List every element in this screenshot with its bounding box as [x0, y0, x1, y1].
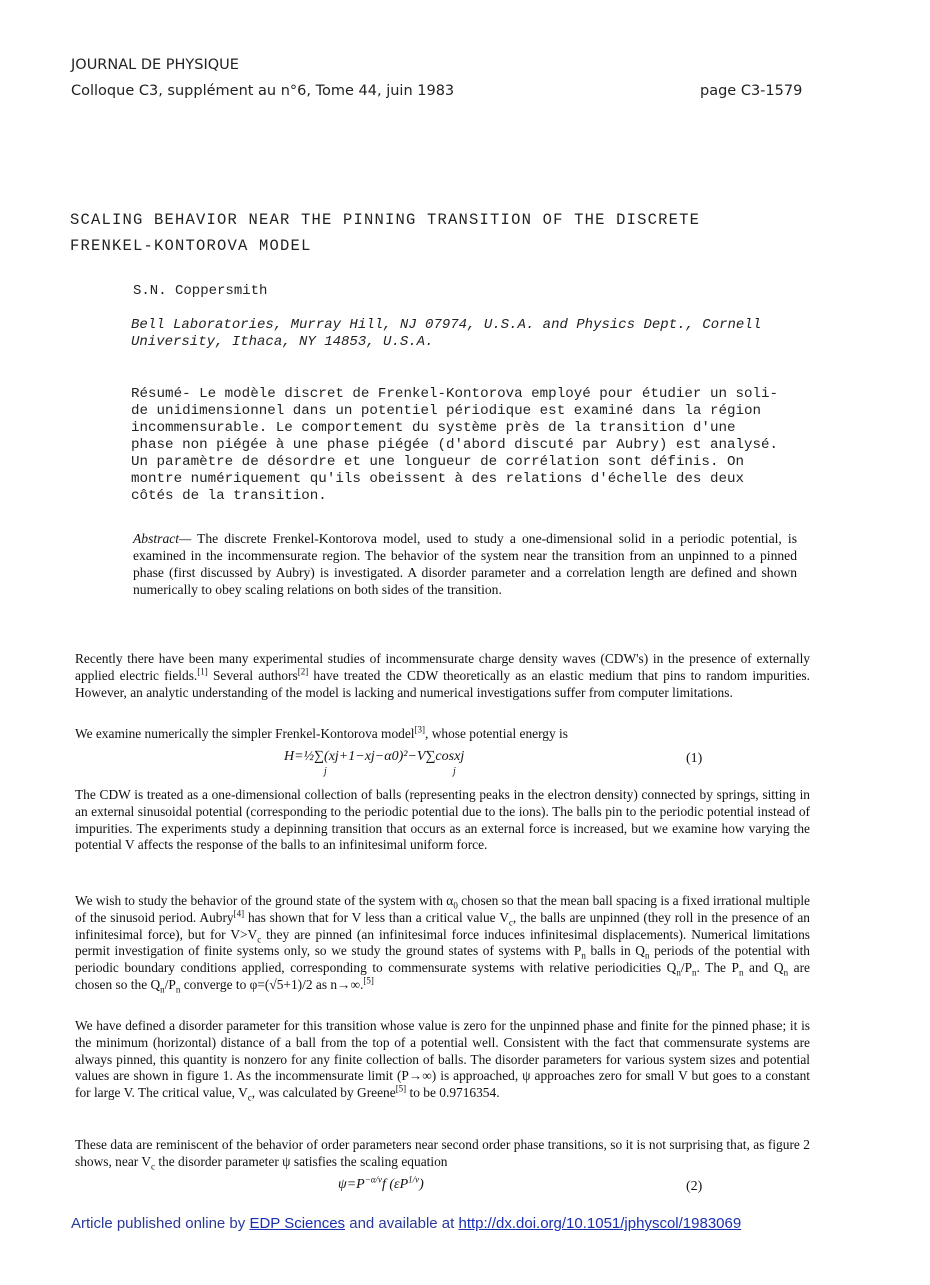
subscript: c — [151, 1161, 155, 1172]
subscript: n — [676, 967, 681, 978]
colloque-line: Colloque C3, supplément au n°6, Tome 44, juin 1983 — [71, 83, 455, 99]
equation-2-number: (2) — [686, 1179, 703, 1194]
subscript: c — [508, 917, 513, 928]
title-line-1: SCALING BEHAVIOR NEAR THE PINNING TRANSITION OF THE DISCRETE — [70, 211, 701, 229]
subscript: n — [160, 984, 165, 995]
affiliation-line-1: Bell Laboratories, Murray Hill, NJ 07974, U.S.A. and Physics Dept., Cornell — [131, 317, 762, 333]
subscript: n — [175, 984, 181, 995]
sum-index: j — [324, 766, 327, 777]
text: chosen so that the mean ball spacing is a fixed irrational multiple of the sinusoid period. Aubry — [75, 893, 810, 925]
resume-line: Un paramètre de désordre et une longueur de corrélation sont définis. On — [131, 454, 744, 470]
subscript: n — [644, 951, 650, 962]
resume-line: phase non piégée à une phase piégée (d'abord discuté par Aubry) est analysé. — [131, 437, 779, 453]
subscript: c — [257, 934, 262, 945]
abstract-label: Abstract— — [133, 531, 192, 546]
body-paragraph-6 — [75, 1137, 810, 1171]
publication-footer — [71, 1215, 741, 1232]
text: /P — [164, 976, 176, 992]
equation-1-number: (1) — [686, 751, 703, 766]
author-name: S.N. Coppersmith — [133, 283, 268, 299]
resume-line: montre numériquement qu'ils obeissent à des relations d'échelle des deux — [131, 471, 744, 487]
equation-2: $\psi=P^{-\alpha/\nu}f$ $(\varepsilon P^{1/\nu})$ — [338, 1174, 424, 1192]
doi-link[interactable]: http://dx.doi.org/10.1051/jphyscol/1983069 — [458, 1215, 742, 1232]
footer-text: Article published online by — [71, 1215, 250, 1232]
resume-line: incommensurable. Le comportement du système près de la transition d'une — [131, 420, 736, 436]
subscript: c — [247, 1092, 252, 1103]
body-paragraph-1 — [75, 651, 810, 701]
ref-3: [3] — [414, 724, 426, 735]
affiliation-line-2: University, Ithaca, NY 14853, U.S.A. — [131, 334, 434, 350]
subscript: 0 — [453, 900, 458, 911]
text: Recently there have been many experimental studies of incommensurate charge density waves (CDW's) in the presence of externally applied electric fields. — [75, 651, 810, 683]
text: , whose potential energy is — [425, 726, 568, 741]
body-paragraph-4 — [75, 893, 810, 994]
text: are chosen so the Q — [75, 960, 810, 992]
text: /P — [680, 960, 693, 976]
text: they are pinned (an infinitesimal force induces infinitesimal displacements). Numerical limitations permit investigation of finite systems only, so we study the ground states of systems with P — [75, 926, 810, 959]
text: . The P — [696, 960, 739, 976]
abstract-text: The discrete Frenkel-Kontorova model, used to study a one-dimensional solid in a periodic potential, is examined in the incommensurate region. The behavior of the system near the transition from an unpinned to a pinned phase (first discussed by Aubry) is investigated. A disorder parameter and a correlation length are defined and shown numerically to obey scaling relations on both sides of the transition. — [133, 531, 797, 597]
ref-5: [5] — [363, 975, 374, 986]
equation-1: H=½∑(xj+1−xj−α0)²−V∑cosxj — [284, 749, 465, 764]
text: We have defined a disorder parameter for this transition whose value is zero for the unpinned phase and finite for the pinned phase; it is the minimum (horizontal) distance of a ball from the top of a potential well. Consistent with the fact that commensurate systems are always pinned, this quantity is nonzero for any finite collection of balls. The disorder parameters for various system sizes and potential values are shown in figure 1. As the incommensurate limit (P→∞) is approached, ψ approaches zero for small V but goes to a constant for large V. The critical value, V — [75, 1018, 810, 1101]
ref-1: [1] — [197, 666, 208, 677]
text: balls in Q — [585, 943, 645, 959]
affiliation — [131, 317, 831, 351]
resume-line: de unidimensionnel dans un potentiel périodique est examiné dans la région — [131, 403, 762, 419]
text: periods of the potential with periodic boundary conditions applied, corresponding to commensurate systems with relative periodicities Q — [75, 943, 810, 976]
resume-line: Résumé- Le modèle discret de Frenkel-Kontorova employé pour étudier un soli- — [131, 386, 779, 402]
ref-2: [2] — [297, 666, 309, 677]
text: These data are reminiscent of the behavior of order parameters near second order phase transitions, so it is not surprising that, as figure 2 shows, near V — [75, 1137, 810, 1169]
text: We examine numerically the simpler Frenkel-Kontorova model — [75, 726, 415, 741]
text: , was calculated by Greene — [251, 1085, 396, 1101]
body-paragraph-3: The CDW is treated as a one-dimensional collection of balls (representing peaks in the electron density) connected by springs, sitting in an external sinusoidal potential (corresponding to the periodic potential due to the ions). The balls pin to the periodic potential instead of impurities. The experiments study a depinning transition that occurs as an external force is increased, but we examine how varying the potential V affects the response of the balls to an infinitesimal uniform force. — [75, 787, 810, 853]
body-paragraph-5 — [75, 1018, 810, 1102]
text: , the balls are unpinned (they roll in the presence of an infinitesimal force), but for V>V — [75, 909, 811, 942]
text: the disorder parameter ψ satisfies the scaling equation — [155, 1153, 448, 1169]
text: We wish to study the behavior of the ground state of the system with α — [75, 893, 454, 908]
body-paragraph-2 — [75, 726, 810, 743]
subscript: n — [783, 967, 789, 978]
journal-name: JOURNAL DE PHYSIQUE — [71, 57, 239, 73]
ref-5: [5] — [395, 1083, 407, 1094]
text: has shown that for V less than a critical value V — [244, 909, 509, 925]
text: and Q — [743, 960, 784, 976]
abstract-block — [133, 530, 797, 598]
footer-text: and available at — [345, 1215, 459, 1232]
paper-title — [70, 207, 830, 259]
edp-sciences-link[interactable]: EDP Sciences — [249, 1215, 346, 1232]
subscript: n — [692, 967, 697, 978]
resume-block — [131, 386, 831, 505]
text: have treated the CDW theoretically as an elastic medium that pins to random impurities. However, an analytic understanding of the model is lacking and numerical investigations suffer from computer limitations. — [75, 667, 810, 700]
page-number: page C3-1579 — [700, 83, 803, 99]
sum-index: j — [453, 766, 456, 777]
resume-line: côtés de la transition. — [131, 488, 327, 504]
subscript: n — [581, 951, 586, 962]
title-line-2: FRENKEL-KONTOROVA MODEL — [70, 237, 312, 255]
text: to be 0.9716354. — [406, 1085, 500, 1101]
text: Several authors — [207, 667, 298, 683]
text: converge to φ=(√5+1)/2 as n→∞. — [180, 976, 364, 992]
ref-4: [4] — [233, 908, 245, 919]
subscript: n — [738, 967, 744, 978]
